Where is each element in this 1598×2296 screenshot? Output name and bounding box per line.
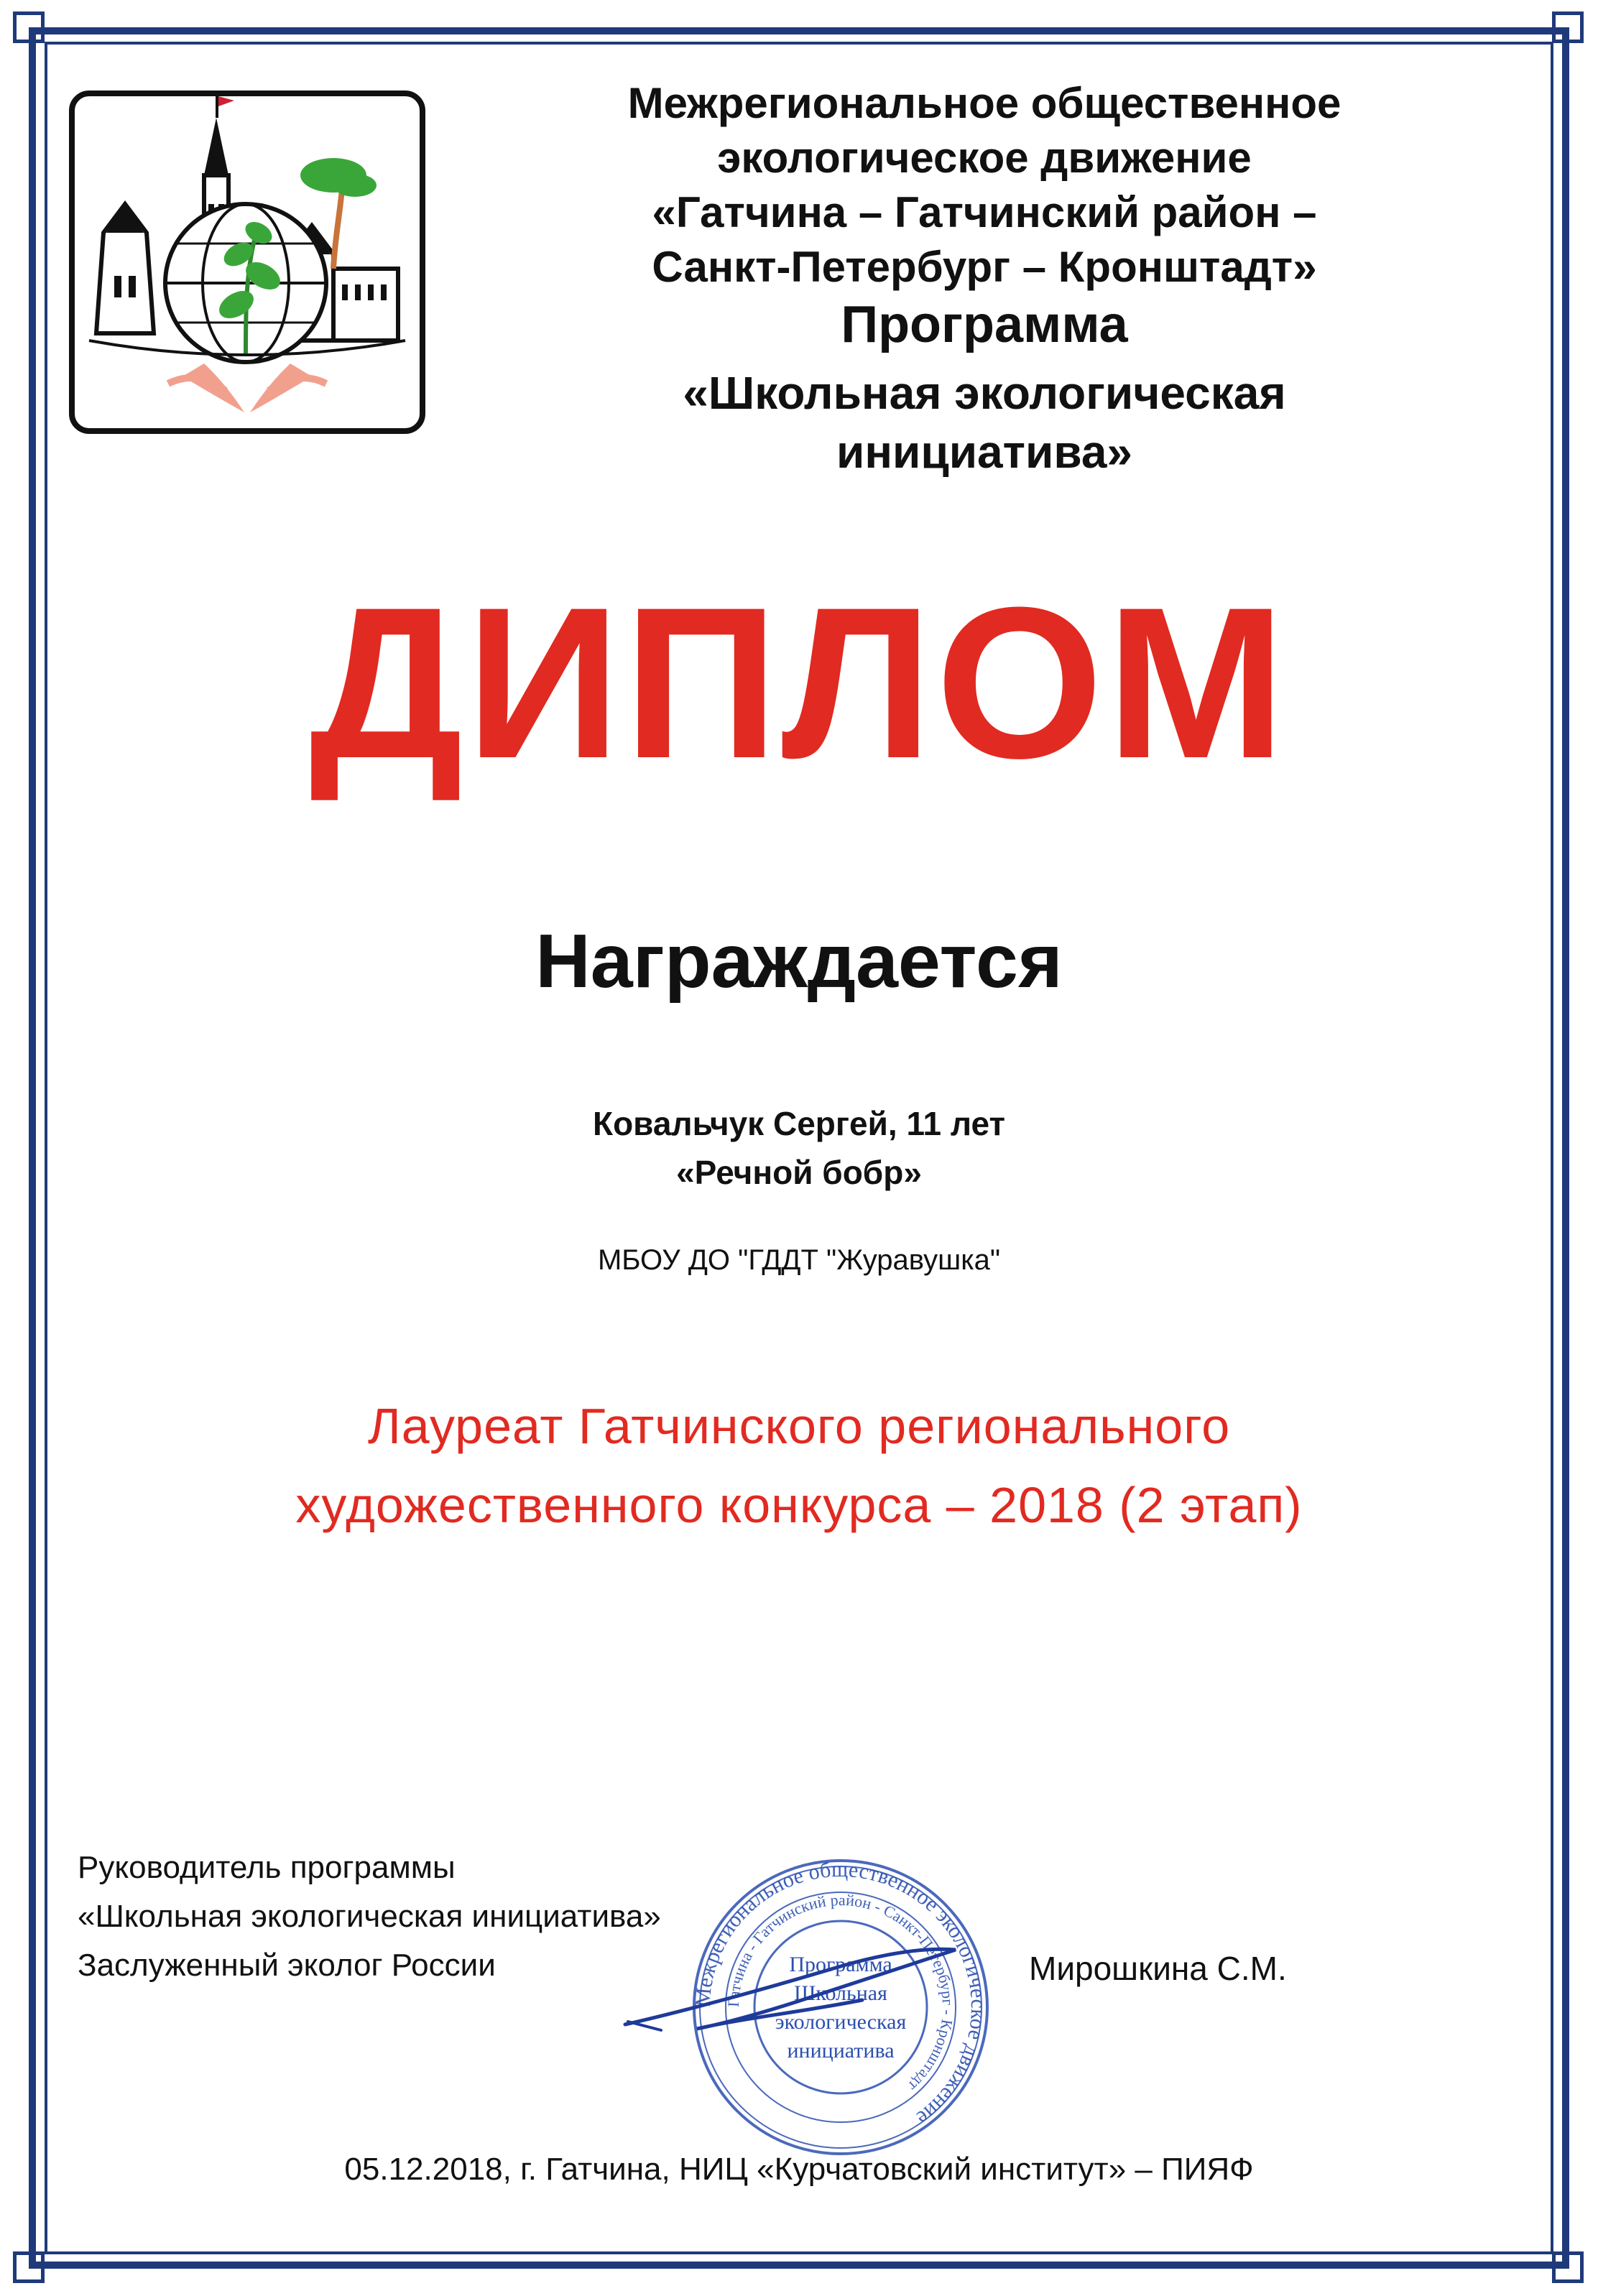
program-name: [546, 364, 1423, 481]
organization-header: [546, 76, 1423, 295]
recipient-work-title: «Речной бобр»: [676, 1154, 922, 1191]
laureate-statement: [0, 1387, 1598, 1545]
signatory-line: Руководитель программы: [78, 1850, 456, 1885]
footer-date-place: 05.12.2018, г. Гатчина, НИЦ «Курчатовский институт» – ПИЯФ: [344, 2152, 1254, 2187]
recipient-name: Ковальчук Сергей, 11 лет: [593, 1105, 1005, 1142]
laureate-line: Лауреат Гатчинского регионального: [367, 1398, 1231, 1454]
signer-name: Мирошкина С.М.: [1029, 1950, 1287, 1987]
awarded-label: Награждается: [535, 919, 1063, 1004]
gatchina-eco-emblem-icon: [75, 96, 420, 428]
program-title: Программа: [841, 296, 1128, 353]
corner-ornament-bottom-right: [1552, 2251, 1584, 2283]
laureate-line: художественного конкурса – 2018 (2 этап): [295, 1477, 1303, 1533]
stamp-center-line: экологическая: [775, 2010, 907, 2034]
header-line: Межрегиональное общественное: [627, 79, 1341, 127]
header-line: Санкт-Петербург – Кронштадт»: [652, 243, 1317, 291]
corner-ornament-bottom-left: [13, 2251, 45, 2283]
corner-ornament-top-left: [13, 11, 45, 43]
organization-logo: [69, 91, 425, 434]
program-name-line: «Школьная экологическая: [683, 367, 1286, 419]
diploma-title: ДИПЛОМ: [309, 562, 1289, 803]
header-line: «Гатчина – Гатчинский район –: [652, 188, 1317, 236]
stamp-center-line: Программа: [789, 1953, 892, 1976]
stamp-center-line: Школьная: [794, 1981, 887, 2005]
stamp-outer-text: Межрегиональное общественное экологическое движение: [691, 1857, 991, 2130]
signatory-line: Заслуженный эколог России: [78, 1948, 496, 1983]
stamp-center-line: инициатива: [787, 2039, 895, 2063]
header-line: экологическое движение: [717, 134, 1252, 182]
signatory-line: «Школьная экологическая инициатива»: [78, 1899, 661, 1934]
corner-ornament-top-right: [1552, 11, 1584, 43]
handwritten-signature: [618, 1940, 992, 2040]
recipient-block: [0, 1099, 1598, 1197]
recipient-institution: МБОУ ДО "ГДДТ "Журавушка": [597, 1244, 1001, 1276]
stamp-middle-text: Гатчина - Гатчинский район - Санкт-Петербург - Кронштадт: [724, 1890, 958, 2096]
program-name-line: инициатива»: [836, 426, 1132, 478]
